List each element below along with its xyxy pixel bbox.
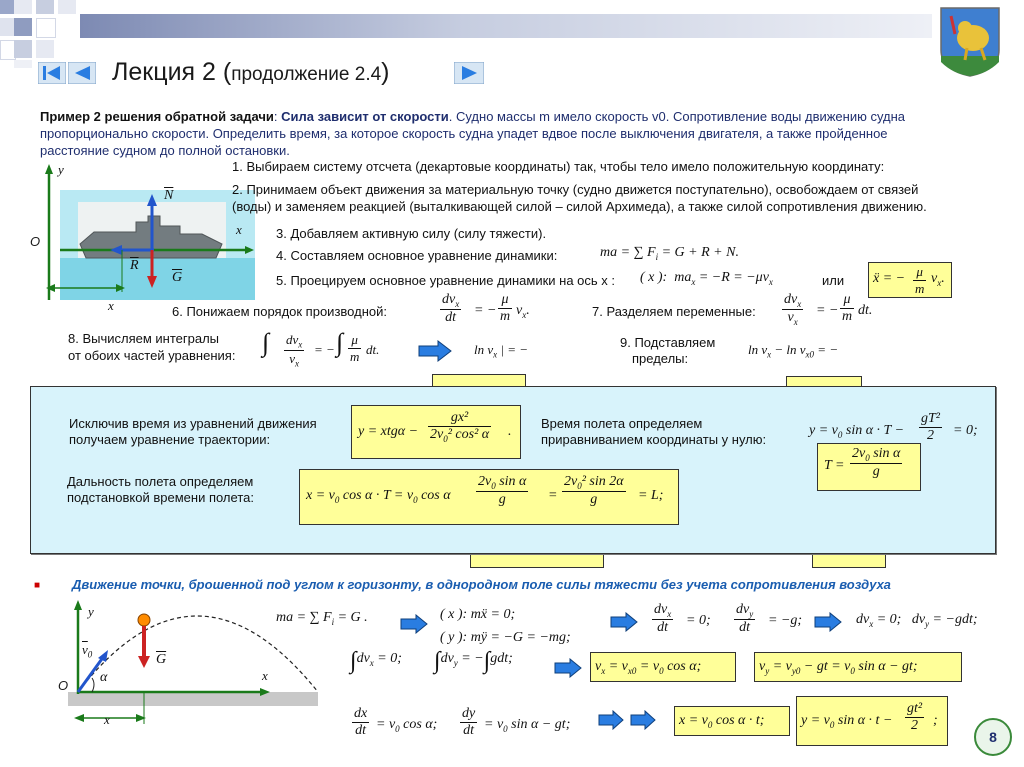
page-title — [112, 58, 390, 87]
hidden-box-left-bottom — [470, 554, 604, 568]
ship-axis-y: y — [58, 162, 64, 177]
eq-b-x: ( x ): mẍ = 0; — [440, 607, 516, 622]
problem-colon: : — [273, 109, 282, 124]
ship-axis-x: x — [236, 222, 242, 237]
eq-trajectory: y = xtgα − $\frac{\text{gx²}}{2v_0^2 \cos^2 \alpha}$ . — [351, 405, 521, 459]
page-number: 8 — [989, 729, 997, 745]
eq-b-int-x: $\int dv_x = 0$; — [350, 648, 402, 674]
eq-b-vy: $v_y = v_{y0}$ − gt = $v_0$ sin α − gt; — [754, 652, 962, 682]
step-8a: 8. Вычисляем интегралы — [68, 331, 220, 346]
arrow-right-icon — [400, 614, 428, 634]
step-2a: 2. Принимаем объект движения за материальную точку (судно движется поступательно), освобождаем от связей — [232, 182, 919, 197]
force-n-label: $\overline{N}$ — [164, 188, 174, 203]
page-number-badge — [974, 718, 1012, 756]
proj-axis-y: y — [88, 604, 94, 619]
eq-range: $x = v_0$ $\cos \alpha \cdot T = v_0$ cos α $\frac{2v_0 \sin \alpha}{g}$ = $\frac{2v_0^2 \sin 2\alpha}{g}$ = L; — [299, 469, 679, 525]
eq-projection: ( x ): $ma_x = -R = -\mu v_x$ — [640, 270, 773, 287]
eq-b-dynamics: ma = ∑ $F_i = G$ . — [276, 610, 368, 627]
proj-g-label: $\overline{G}$ — [156, 652, 167, 667]
next-slide-button[interactable] — [454, 62, 484, 84]
eq-b-y-final: $y = v_0$ sin α · t − $\frac{\text{gt²}}{2}$ ; — [796, 696, 948, 746]
step-2b: (воды) и заменяем реакцией (выталкивающей силой – силой Архимеда), а также силой сопротивления движению. — [232, 199, 927, 214]
step-6: 6. Понижаем порядок производной: — [172, 304, 387, 319]
arrow-right-icon — [598, 710, 624, 730]
bottom-bullet: ■ — [34, 580, 41, 591]
range-text-b: подстановкой времени полета: — [67, 490, 254, 505]
range-text-a: Дальность полета определяем — [67, 474, 254, 489]
ship-origin: O — [30, 234, 41, 249]
proj-alpha-label: α — [100, 670, 108, 685]
projectile-summary-overlay: Исключив время из уравнений движения получаем уравнение траектории: y = xtgα − $\frac{\text{gx²}}{2v_0^2 \cos^2 \alpha}$ . Время полета определяем приравниванием координаты y нулю: $y = v_0$ sin α · T − $\frac{\text{gT²}}{2}$ = 0; T = $\frac{2v_0 \sin \alpha}{g}$ Дальность полета определяем подстановкой времени полета: $x = v_0$ $\cos \alpha \cdot T = v_0$ cos α $\frac{2v_0 \sin \alpha}{g}$ = $\frac{2v_0^2 \sin 2\alpha}{g}$ = L; — [30, 386, 996, 554]
problem-lead: Пример 2 решения обратной задачи — [40, 109, 274, 124]
problem-topic: Сила зависит от скорости — [281, 109, 449, 124]
eq-flight-time: T = $\frac{2v_0 \sin \alpha}{g}$ — [817, 443, 921, 491]
problem-text-3: расстояние судном до полной остановки. — [40, 143, 290, 158]
step-5-or: или — [822, 273, 845, 288]
hidden-box-right-bottom — [812, 554, 886, 568]
arrow-right-icon — [814, 612, 842, 632]
trajectory-text-a: Исключив время из уравнений движения — [69, 416, 317, 431]
title-end: ) — [381, 58, 390, 86]
step-1: 1. Выбираем систему отсчета (декартовые координаты) так, чтобы тело имело положительную координату: — [232, 159, 885, 174]
arrow-right-icon — [610, 612, 638, 632]
step-5: 5. Проецируем основное уравнение динамики на ось x : — [276, 273, 615, 288]
coat-of-arms-icon — [937, 4, 1003, 78]
eq-b-vx: $v_x = v_{x0} = v_0$ cos α; — [590, 652, 736, 682]
step-4: 4. Составляем основное уравнение динамики: — [276, 248, 558, 263]
proj-distance-x: x — [104, 712, 110, 727]
problem-text-1: . Судно массы m имело скорость v0. Сопротивление воды движению судна — [448, 109, 906, 124]
title-subtitle: продолжение 2.4 — [231, 64, 382, 85]
problem-text-2: пропорционально скорости. Определить время, за которое скорость судна упадет вдвое после выключения двигателя, а также пройденное — [40, 126, 888, 141]
eq-b-diff: $dv_x = 0$; $dv_y = -gdt$; — [856, 612, 978, 629]
arrow-right-icon — [630, 710, 656, 730]
force-g-label: $\overline{G}$ — [172, 270, 183, 285]
force-r-label: $\overline{R}$ — [130, 258, 139, 273]
previous-slide-button[interactable] — [68, 62, 96, 84]
step-9b: пределы: — [632, 351, 689, 366]
eq-b-x-final: $x = v_0$ cos α · t; — [674, 706, 790, 736]
proj-axis-x: x — [262, 668, 268, 683]
eq-integrals: ∫ $dv_x$ $v_x$ = − ∫ $\frac{\mu}{m}$ dt. — [262, 328, 380, 369]
flight-time-text-b: приравниванием координаты y нулю: — [541, 432, 767, 447]
eq-log-integral: $\ln v_x$ | = − — [474, 342, 529, 360]
problem-statement — [40, 108, 990, 159]
header-band — [80, 14, 932, 38]
step-8b: от обоих частей уравнения: — [68, 348, 236, 363]
eq-b-int-y: $\int dv_y = -\int gdt$; — [434, 648, 513, 674]
arrow-right-icon — [554, 658, 582, 678]
proj-origin: O — [58, 678, 69, 693]
eq-b-y: ( y ): mÿ = −G = −mg; — [440, 630, 571, 645]
title-main: Лекция 2 ( — [112, 58, 232, 86]
eq-main-dynamics: ma = ∑ $F_i = G + R + N$. — [600, 245, 739, 262]
step-7: 7. Разделяем переменные: — [592, 304, 756, 319]
bottom-heading: Движение точки, брошенной под углом к горизонту, в однородном поле силы тяжести без учета сопротивления воздуха — [72, 577, 891, 592]
step-9a: 9. Подставляем — [620, 335, 716, 350]
eq-second-order: ẍ = − $\frac{\mu}{m}$ $v_x$. — [868, 262, 952, 298]
ship-distance-x: x — [108, 298, 114, 313]
proj-v0-label: $\overline{v}_0$ — [82, 642, 93, 660]
flight-time-text-a: Время полета определяем — [541, 416, 703, 431]
first-slide-button[interactable] — [38, 62, 66, 84]
arrow-right-icon — [418, 340, 452, 362]
trajectory-text-b: получаем уравнение траектории: — [69, 432, 271, 447]
step-3: 3. Добавляем активную силу (силу тяжести). — [276, 226, 547, 241]
eq-limits: $\ln v_x - \ln v_{x0}$ = − — [748, 342, 839, 360]
